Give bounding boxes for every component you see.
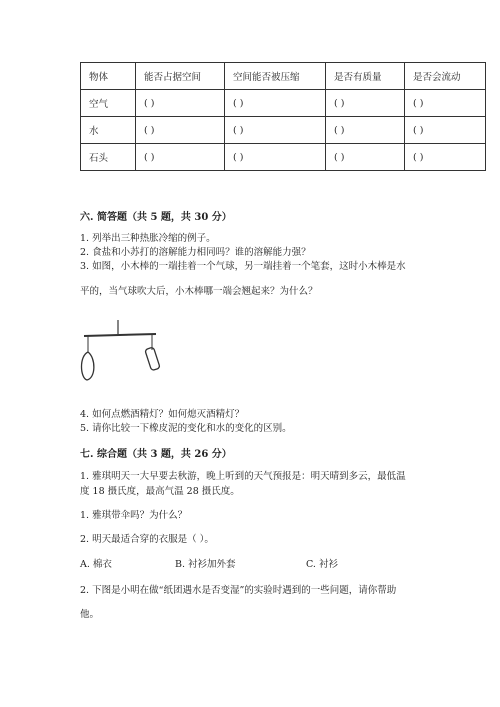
table-row bbox=[81, 90, 486, 117]
row-label-water: 水 bbox=[81, 117, 136, 144]
question-4: 4. 如何点燃酒精灯？如何熄灭酒精灯？ bbox=[80, 409, 245, 420]
sub-question-1: 1. 雅琪带伞吗？为什么？ bbox=[80, 510, 188, 521]
answer-blank[interactable]: ( ) bbox=[326, 90, 405, 117]
header-compressible: 空间能否被压缩 bbox=[225, 63, 326, 90]
question-5: 5. 请你比较一下橡皮泥的变化和水的变化的区别。 bbox=[80, 423, 292, 434]
question-3-line-2: 平的，当气球吹大后，小木棒哪一端会翘起来？为什么？ bbox=[80, 286, 318, 297]
question-2: 2. 食盐和小苏打的溶解能力相同吗？谁的溶解能力强？ bbox=[80, 247, 311, 258]
question-3-line-1: 3. 如图，小木棒的一端挂着一个气球，另一端挂着一个笔套，这时小木棒是水 bbox=[80, 261, 406, 272]
sub-question-2: 2. 明天最适合穿的衣服是（ ）。 bbox=[80, 534, 214, 545]
balloon-icon bbox=[82, 336, 94, 380]
option-b: B. 衬衫加外套 bbox=[175, 559, 236, 570]
header-flows: 是否会流动 bbox=[405, 63, 486, 90]
answer-blank[interactable]: ( ) bbox=[136, 117, 225, 144]
problem-2-line-2: 他。 bbox=[80, 609, 100, 620]
properties-table bbox=[80, 62, 486, 171]
header-occupy-space: 能否占据空间 bbox=[136, 63, 225, 90]
balance-stick-figure bbox=[74, 318, 164, 384]
option-a: A. 棉衣 bbox=[80, 559, 112, 570]
section-6-title: 六. 简答题（共 5 题，共 30 分） bbox=[80, 212, 232, 223]
header-has-mass: 是否有质量 bbox=[326, 63, 405, 90]
problem-2-line-1: 2. 下图是小明在做“纸团遇水是否变湿”的实验时遇到的一些问题，请你帮助 bbox=[80, 585, 397, 596]
pen-cap-icon bbox=[145, 334, 160, 371]
problem-1-line-1: 1. 雅琪明天一大早要去秋游，晚上听到的天气预报是：明天晴到多云，最低温 bbox=[80, 471, 406, 482]
table-header-row bbox=[81, 63, 486, 90]
question-1: 1. 列举出三种热胀冷缩的例子。 bbox=[80, 233, 216, 244]
row-label-stone: 石头 bbox=[81, 144, 136, 171]
problem-1-line-2: 度 18 摄氏度，最高气温 28 摄氏度。 bbox=[80, 486, 240, 497]
answer-blank[interactable]: ( ) bbox=[136, 90, 225, 117]
wooden-stick bbox=[84, 334, 156, 336]
header-object: 物体 bbox=[81, 63, 136, 90]
section-7-title: 七. 综合题（共 3 题，共 26 分） bbox=[80, 449, 232, 460]
row-label-air: 空气 bbox=[81, 90, 136, 117]
answer-blank[interactable]: ( ) bbox=[405, 117, 486, 144]
table-row bbox=[81, 117, 486, 144]
option-c: C. 衬衫 bbox=[306, 559, 338, 570]
answer-blank[interactable]: ( ) bbox=[225, 144, 326, 171]
answer-blank[interactable]: ( ) bbox=[225, 117, 326, 144]
answer-blank[interactable]: ( ) bbox=[225, 90, 326, 117]
answer-blank[interactable]: ( ) bbox=[405, 144, 486, 171]
answer-blank[interactable]: ( ) bbox=[326, 144, 405, 171]
answer-blank[interactable]: ( ) bbox=[405, 90, 486, 117]
answer-blank[interactable]: ( ) bbox=[136, 144, 225, 171]
answer-blank[interactable]: ( ) bbox=[326, 117, 405, 144]
table-row bbox=[81, 144, 486, 171]
